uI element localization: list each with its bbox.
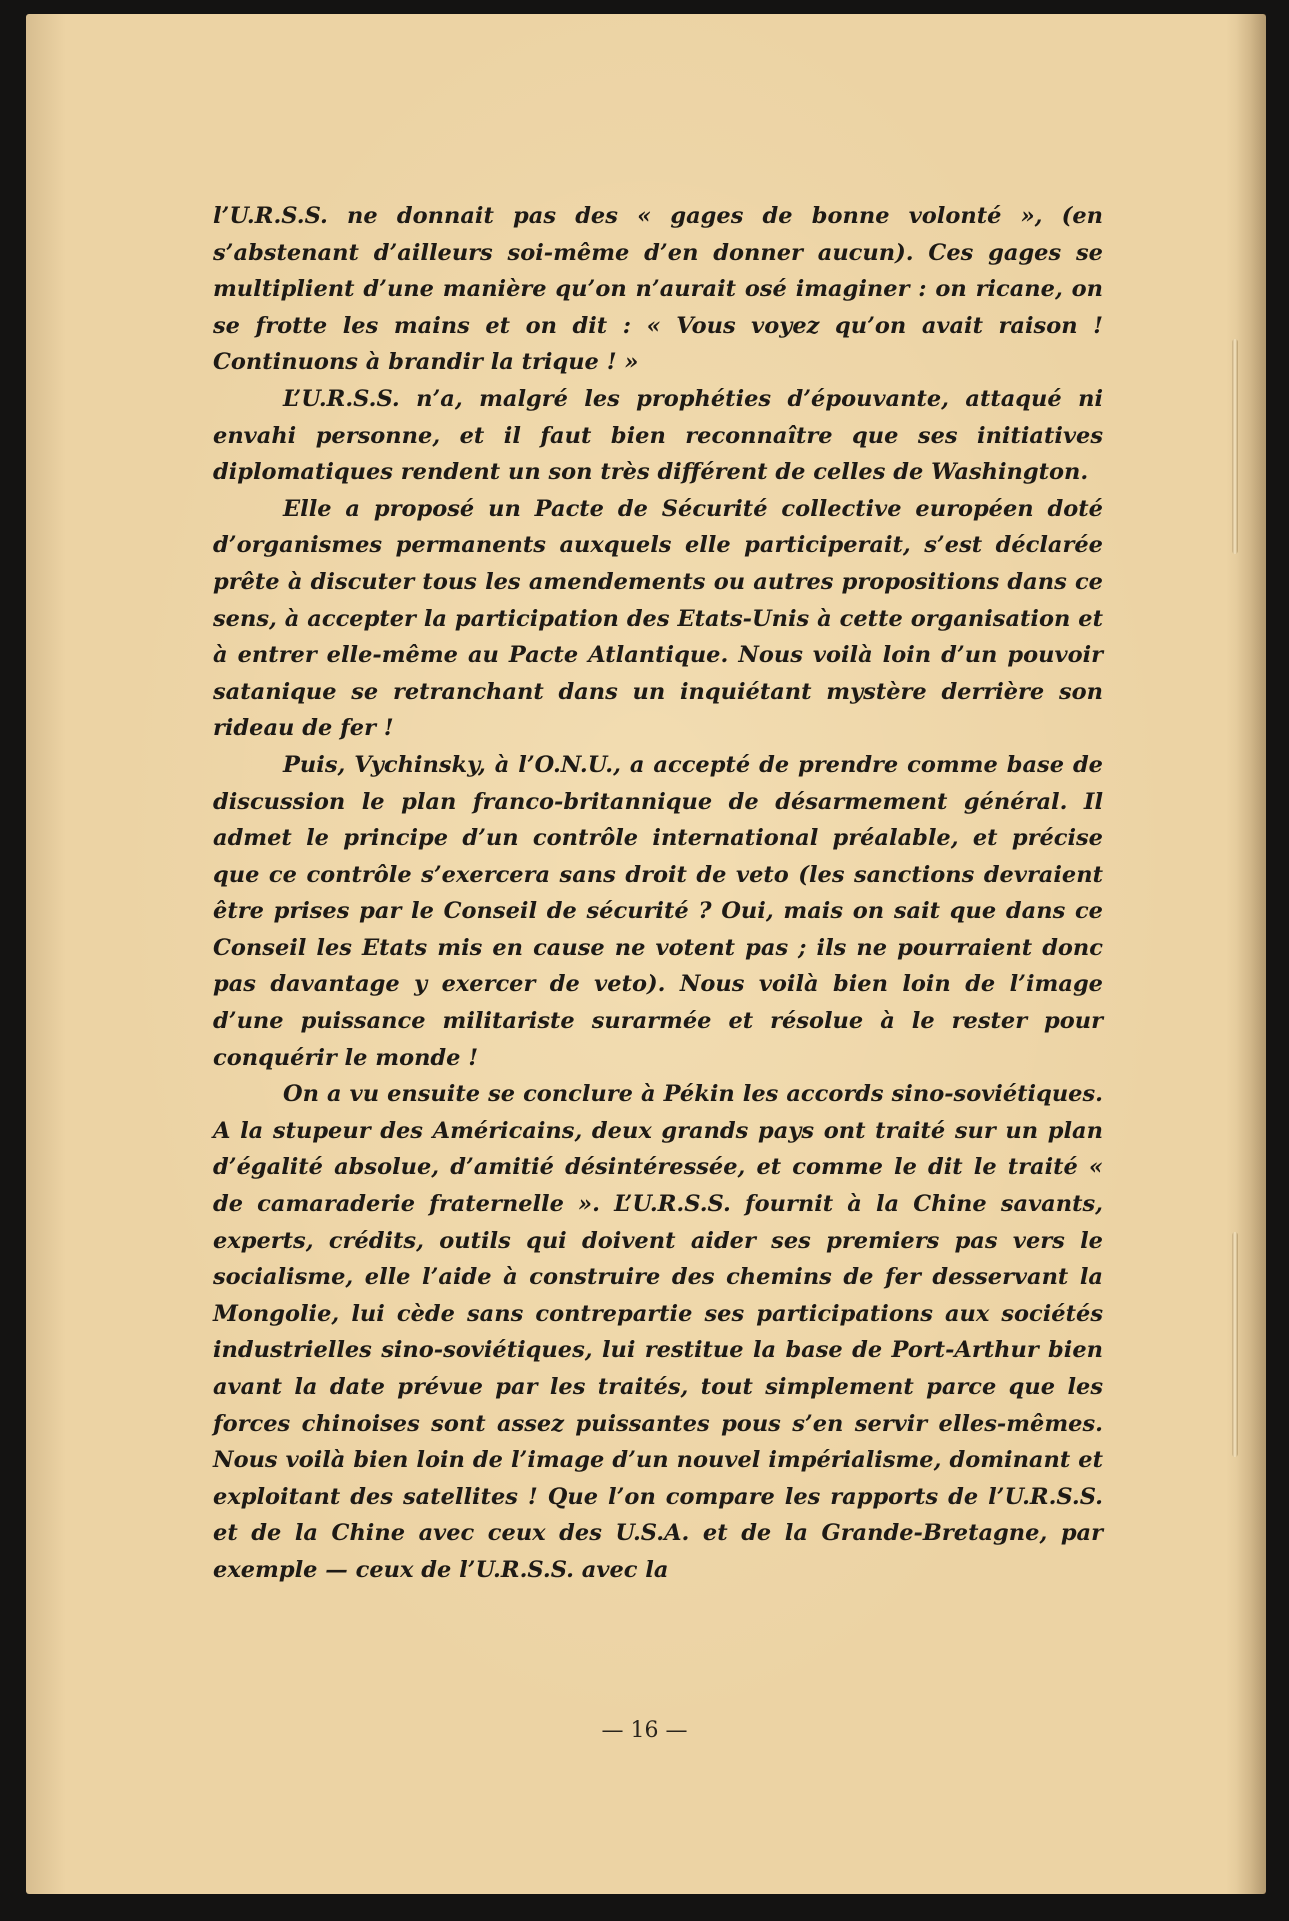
paragraph-4: Puis, Vychinsky, à l’O.N.U., a accepté de prendre comme base de discussion le plan franco-britannique de désarmement général. Il admet le principe d’un contrôle international préalable, et précise que ce contrôle s’exercera sans droit de veto (les sanctions devraient être prises par le Conseil de sécurité ? Oui, mais on sait que dans ce Conseil les Etats mis en cause ne votent pas ; ils ne pourraient donc pas davantage y exercer de veto). Nous voilà bien loin de l’image d’une puissance militariste surarmée et résolue à le rester pour conquérir le monde ! xyxy=(213,751,1103,1071)
binding-staple-bottom xyxy=(1232,1232,1238,1457)
body-text xyxy=(213,198,1103,1698)
page-binding-edge xyxy=(1226,14,1266,1894)
binding-staple-top xyxy=(1232,339,1238,554)
paragraph-2: L’U.R.S.S. n’a, malgré les prophéties d’épouvante, attaqué ni envahi personne, et il faut bien reconnaître que ses initiatives diplomatiques rendent un son très différent de celles de Washington. xyxy=(213,385,1103,486)
page-number: — 16 — xyxy=(601,1718,688,1743)
paragraph-5: On a vu ensuite se conclure à Pékin les accords sino-soviétiques. A la stupeur des Américains, deux grands pays ont traité sur un plan d’égalité absolue, d’amitié désintéressée, et comme le dit le traité « de camaraderie fraternelle ». L’U.R.S.S. fournit à la Chine savants, experts, crédits, outils qui doivent aider ses premiers pas vers le socialisme, elle l’aide à construire des chemins de fer desservant la Mongolie, lui cède sans contrepartie ses participations aux sociétés industrielles sino-soviétiques, lui restitue la base de Port-Arthur bien avant la date prévue par les traités, tout simplement parce que les forces chinoises sont assez puissantes pous s’en servir elles-mêmes. Nous voilà bien loin de l’image d’un nouvel impérialisme, dominant et exploitant des satellites ! Que l’on compare les rapports de l’U.R.S.S. et de la Chine avec ceux des U.S.A. et de la Grande-Bretagne, par exemple — ceux de l’U.R.S.S. avec la xyxy=(213,1081,1103,1583)
paragraph-3: Elle a proposé un Pacte de Sécurité collective européen doté d’organismes permanents auxquels elle participerait, s’est déclarée prête à discuter tous les amendements ou autres propositions dans ce sens, à accepter la participation des Etats-Unis à cette organisation et à entrer elle-même au Pacte Atlantique. Nous voilà loin d’un pouvoir satanique se retranchant dans un inquiétant mystère derrière son rideau de fer ! xyxy=(213,495,1103,742)
paragraph-1: l’U.R.S.S. ne donnait pas des « gages de bonne volonté », (en s’abstenant d’ailleurs soi-même d’en donner aucun). Ces gages se multiplient d’une manière qu’on n’aurait osé imaginer : on ricane, on se frotte les mains et on dit : « Vous voyez qu’on avait raison ! Continuons à brandir la trique ! » xyxy=(213,203,1103,376)
